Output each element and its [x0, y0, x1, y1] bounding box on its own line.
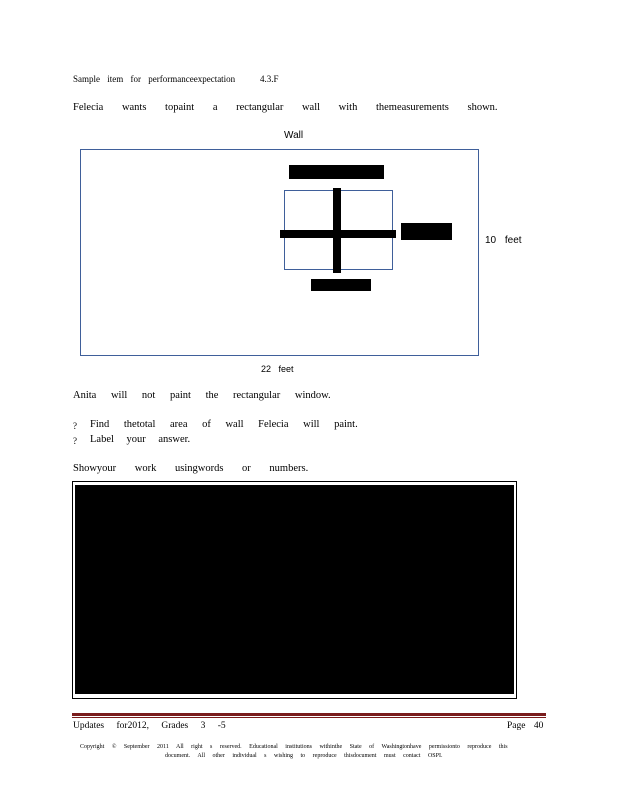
redaction-bar-right	[401, 223, 452, 240]
footer-rule	[72, 713, 546, 716]
answer-box	[72, 481, 517, 699]
width-dimension-label: 22 feet	[261, 364, 294, 374]
wall-rectangle	[80, 149, 479, 356]
answer-redaction	[75, 485, 514, 694]
footer-updates: Updates for2012, Grades 3 -5	[73, 721, 226, 731]
page-number: Page 40	[507, 721, 544, 731]
footer-rule-thin	[72, 717, 546, 718]
performance-expectation-code: 4.3.F	[260, 74, 279, 84]
redaction-bar-bottom	[311, 279, 371, 291]
copyright-line-1: Copyright © September 2011 All right s reserved. Educational institutions withinthe State of Washingtonhave permissionto reproduce this	[80, 744, 508, 750]
problem-intro: Felecia wants topaint a rectangular wall with themeasurements shown.	[73, 102, 498, 113]
sample-item-label: Sample item for performanceexpectation	[73, 74, 236, 84]
copyright-line-2: document. All other individual s wishing to reproduce thisdocument must contact OSPI.	[165, 753, 443, 759]
bullet-label-answer: Label your answer.	[90, 434, 191, 445]
show-work-instruction: Showyour work usingwords or numbers.	[73, 463, 309, 474]
bullet-find-area: Find thetotal area of wall Felecia will paint.	[90, 419, 358, 430]
redaction-bar-horizontal	[280, 230, 396, 238]
window-note: Anita will not paint the rectangular window.	[73, 390, 331, 401]
height-dimension-label: 10 feet	[485, 235, 522, 246]
bullet-marker: ?	[73, 436, 77, 446]
bullet-marker: ?	[73, 421, 77, 431]
redaction-bar-top	[289, 165, 384, 179]
wall-title: Wall	[284, 130, 304, 141]
